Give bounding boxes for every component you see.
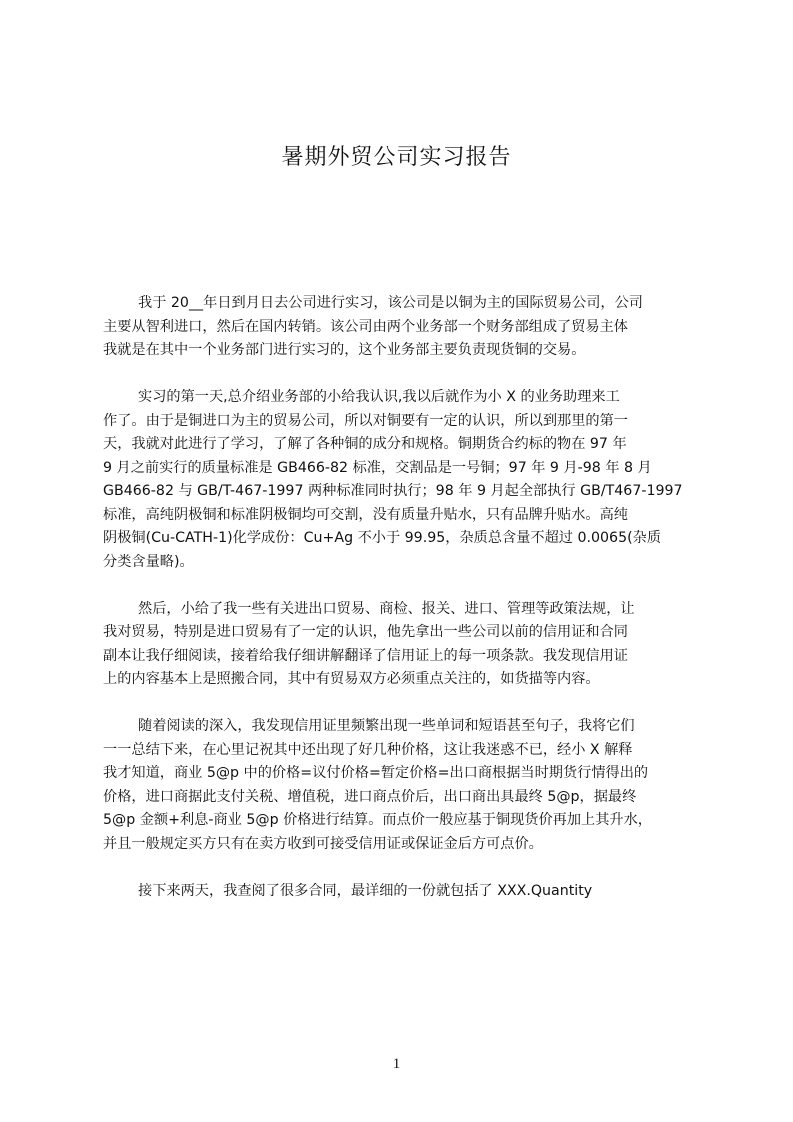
paragraph-line (103, 645, 693, 669)
page-title: 暑期外贸公司实习报告 (281, 145, 512, 170)
paragraph-line (103, 386, 693, 410)
line-text: 上的内容基本上是照搬合同，其中有贸易双方必须重点关注的，如货描等内容。 (103, 671, 600, 687)
line-text: 标准，高纯阴极铜和标准阴极铜均可交割，没有质量升贴水，只有品牌升贴水。高纯 (103, 506, 628, 523)
paragraph-5 (103, 880, 693, 904)
page-number: 1 (392, 1056, 401, 1072)
line-text: 天，我就对此进行了学习，了解了各种铜的成分和规格。铜期货合约标的物在 97 年 (103, 436, 627, 452)
line-text: 我才知道，商业 5@p 中的价格=议付价格=暂定价格=出口商根据当时期货行情得出的 (103, 765, 649, 781)
paragraph-line (103, 504, 693, 528)
line-text: 接下来两天，我查阅了很多合同，最详细的一份就包括了 XXX.Quantity (138, 882, 593, 899)
paragraph-line (103, 457, 693, 481)
paragraph-line (103, 316, 693, 340)
paragraph-line (103, 786, 693, 810)
line-text: 然后，小给了我一些有关进出口贸易、商检、报关、进口、管理等政策法规，让 (138, 600, 635, 617)
line-text: 并且一般规定买方只有在卖方收到可接受信用证或保证金后方可点价。 (103, 835, 543, 852)
line-text: 我对贸易，特别是进口贸易有了一定的认识，他先拿出一些公司以前的信用证和合同 (103, 624, 628, 640)
paragraph-line (103, 880, 693, 904)
line-text: 5@p 金额+利息-商业 5@p 价格进行结算。而点价一般应基于铜现货价再加上其升水， (103, 812, 652, 828)
report-body (103, 292, 693, 927)
paragraph-line (103, 739, 693, 763)
paragraph-line (103, 621, 693, 645)
paragraph-line (103, 809, 693, 833)
line-text: 价格，进口商据此支付关税、增值税，进口商点价后，出口商出具最终 5@p，据最终 (103, 788, 637, 805)
paragraph-line (103, 292, 693, 316)
paragraph-line (103, 433, 693, 457)
paragraph-1 (103, 292, 693, 363)
line-text: 我就是在其中一个业务部门进行实习的，这个业务部主要负责现货铜的交易。 (103, 342, 586, 358)
paragraph-line (103, 833, 693, 857)
line-text: 我于 20__年日到月日去公司进行实习，该公司是以铜为主的国际贸易公司，公司 (138, 295, 643, 311)
line-text: 分类含量略)。 (103, 553, 194, 570)
paragraph-4 (103, 715, 693, 856)
paragraph-line (103, 715, 693, 739)
line-text: 副本让我仔细阅读，接着给我仔细讲解翻译了信用证上的每一项条款。我发现信用证 (103, 647, 628, 664)
line-text: 9 月之前实行的质量标准是 GB466-82 标准，交割品是一号铜；97 年 9 月-98 年 8 月 (103, 459, 652, 476)
paragraph-2 (103, 386, 693, 574)
line-text: 实习的第一天,总介绍业务部的小给我认识,我以后就作为小 X 的业务助理来工 (138, 389, 620, 405)
paragraph-line (103, 527, 693, 551)
paragraph-line (103, 668, 693, 692)
line-text: 作了。由于是铜进口为主的贸易公司，所以对铜要有一定的认识，所以到那里的第一 (103, 412, 628, 429)
paragraph-line (103, 480, 693, 504)
paragraph-line (103, 598, 693, 622)
paragraph-3 (103, 598, 693, 692)
line-text: 随着阅读的深入，我发现信用证里频繁出现一些单词和短语甚至句子，我将它们 (138, 718, 635, 734)
line-text: 主要从智利进口，然后在国内转销。该公司由两个业务部一个财务部组成了贸易主体 (103, 318, 628, 335)
paragraph-line (103, 762, 693, 786)
paragraph-line (103, 339, 693, 363)
line-text: 一一总结下来，在心里记祝其中还出现了好几种价格，这让我迷惑不已，经小 X 解释 (103, 741, 633, 758)
paragraph-line (103, 551, 693, 575)
line-text: 阴极铜(Cu-CATH-1)化学成份：Cu+Ag 不小于 99.95，杂质总含量不超过 0.0065(杂质 (103, 530, 662, 546)
paragraph-line (103, 410, 693, 434)
line-text: GB466-82 与 GB/T-467-1997 两种标准同时执行；98 年 9 月起全部执行 GB/T467-1997 (103, 483, 683, 499)
